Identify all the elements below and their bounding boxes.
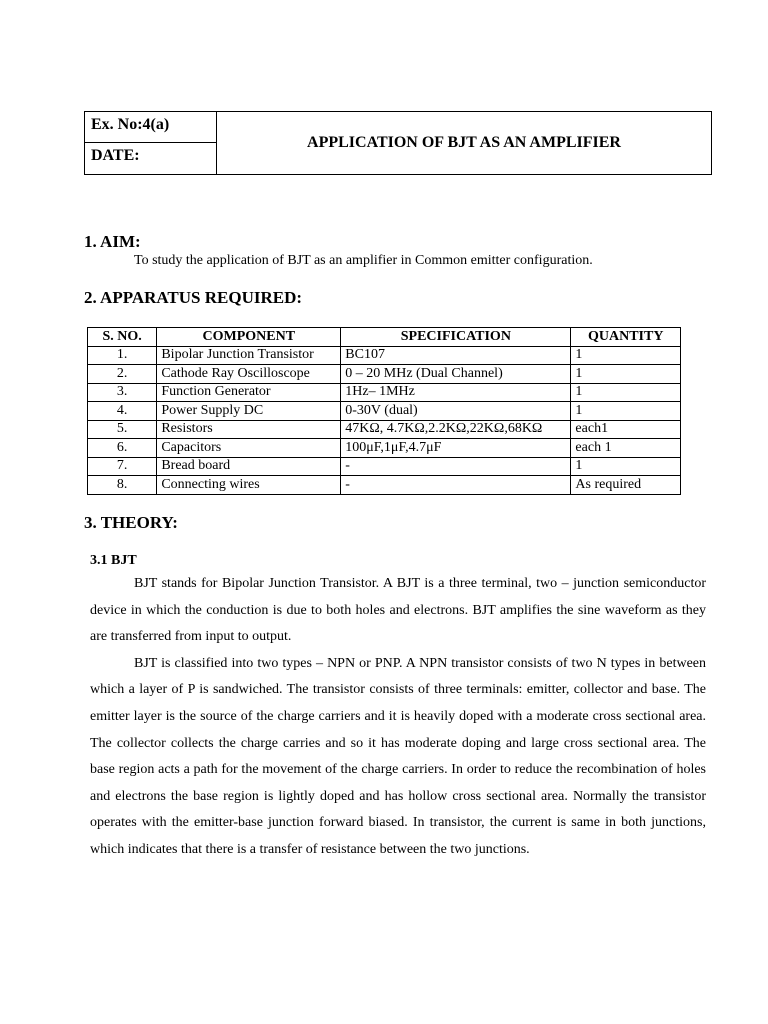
table-row [88, 439, 681, 458]
cell-specification: BC107 [341, 346, 571, 365]
table-header-row [88, 328, 681, 347]
cell-quantity: 1 [571, 457, 681, 476]
cell-sno: 2. [88, 365, 157, 384]
theory-heading: 3. THEORY: [84, 513, 178, 532]
cell-sno: 7. [88, 457, 157, 476]
cell-quantity: 1 [571, 346, 681, 365]
column-header-component: COMPONENT [157, 328, 341, 347]
cell-specification: 100μF,1μF,4.7μF [341, 439, 571, 458]
cell-quantity: 1 [571, 402, 681, 421]
cell-quantity: 1 [571, 365, 681, 384]
cell-specification: 0-30V (dual) [341, 402, 571, 421]
experiment-header [84, 111, 712, 175]
cell-specification: 1Hz– 1MHz [341, 383, 571, 402]
column-header-quantity: QUANTITY [571, 328, 681, 347]
cell-component: Resistors [157, 420, 341, 439]
cell-component: Bipolar Junction Transistor [157, 346, 341, 365]
cell-specification: - [341, 457, 571, 476]
cell-quantity: 1 [571, 383, 681, 402]
table-row [88, 365, 681, 384]
aim-text: To study the application of BJT as an amplifier in Common emitter configuration. [134, 253, 593, 268]
cell-component: Connecting wires [157, 476, 341, 495]
table-row [88, 402, 681, 421]
cell-quantity: each1 [571, 420, 681, 439]
cell-sno: 4. [88, 402, 157, 421]
cell-specification: 47KΩ, 4.7KΩ,2.2KΩ,22KΩ,68KΩ [341, 420, 571, 439]
cell-specification: - [341, 476, 571, 495]
aim-heading: 1. AIM: [84, 232, 141, 251]
column-header-specification: SPECIFICATION [341, 328, 571, 347]
cell-sno: 1. [88, 346, 157, 365]
cell-sno: 6. [88, 439, 157, 458]
cell-component: Function Generator [157, 383, 341, 402]
table-row [88, 457, 681, 476]
cell-quantity: As required [571, 476, 681, 495]
cell-component: Power Supply DC [157, 402, 341, 421]
table-row [88, 346, 681, 365]
cell-quantity: each 1 [571, 439, 681, 458]
cell-sno: 3. [88, 383, 157, 402]
theory-paragraph: BJT is classified into two types – NPN or PNP. A NPN transistor consists of two N types in between which a layer of P is sandwiched. The transistor consists of three terminals: emitter, collector and base. The emitter layer is the source of the charge carriers and it is heavily doped with a moderate cross sectional area. The collector collects the charge carries and so it has moderate doping and large cross sectional area. The base region acts a path for the movement of the charge carriers. In order to reduce the recombination of holes and electrons the base region is lightly doped and has hollow cross sectional area. Normally the transistor operates with the emitter-base junction forward biased. In transistor, the current is same in both junctions, which indicates that there is a transfer of resistance between the two junctions. [90, 655, 706, 857]
cell-component: Cathode Ray Oscilloscope [157, 365, 341, 384]
table-row [88, 476, 681, 495]
apparatus-table [87, 327, 681, 495]
theory-paragraph: BJT stands for Bipolar Junction Transistor. A BJT is a three terminal, two – junction semiconductor device in which the conduction is due to both holes and electrons. BJT amplifies the sine waveform as they are transferred from input to output. [90, 576, 706, 645]
experiment-number: Ex. No:4(a) [85, 112, 216, 143]
theory-subheading: 3.1 BJT [90, 553, 137, 568]
table-row [88, 383, 681, 402]
cell-component: Bread board [157, 457, 341, 476]
experiment-title: APPLICATION OF BJT AS AN AMPLIFIER [307, 134, 621, 151]
apparatus-heading: 2. APPARATUS REQUIRED: [84, 288, 303, 307]
cell-component: Capacitors [157, 439, 341, 458]
table-row [88, 420, 681, 439]
cell-specification: 0 – 20 MHz (Dual Channel) [341, 365, 571, 384]
header-left-column [85, 112, 217, 174]
cell-sno: 8. [88, 476, 157, 495]
column-header-sno: S. NO. [88, 328, 157, 347]
theory-body [90, 571, 706, 864]
experiment-date: DATE: [91, 147, 140, 164]
cell-sno: 5. [88, 420, 157, 439]
